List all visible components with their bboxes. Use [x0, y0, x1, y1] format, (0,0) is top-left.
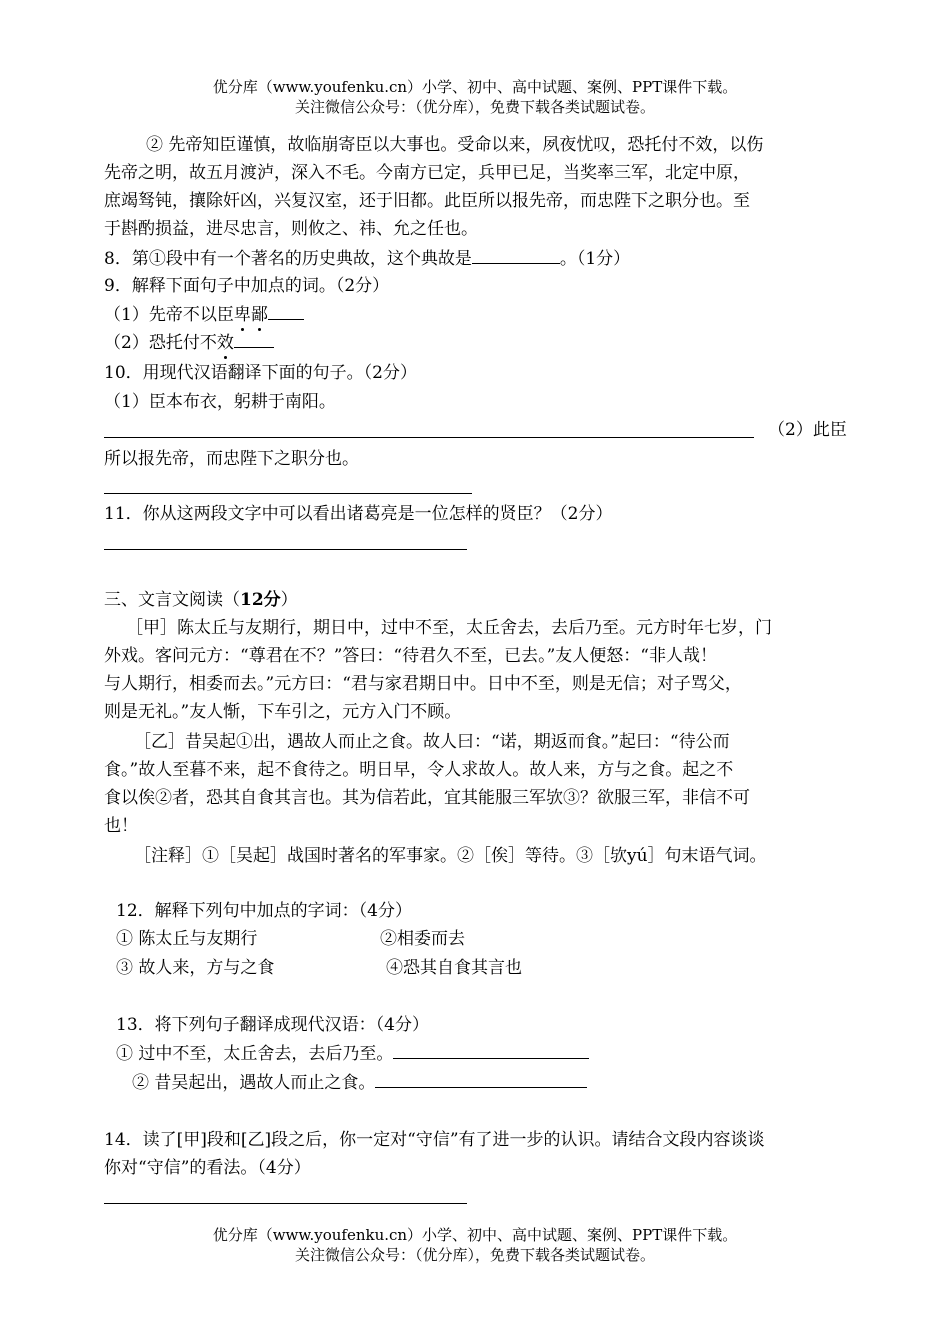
- section-3-title: [104, 589, 298, 611]
- passage2-line: ② 先帝知臣谨慎，故临崩寄臣以大事也。受命以来，夙夜忧叹，恐托付不效，以伤: [146, 135, 764, 155]
- q9-item2-text: （2）恐托付不: [104, 333, 217, 353]
- answer-blank[interactable]: [375, 1071, 587, 1088]
- question-12-item: ②相委而去: [380, 929, 465, 949]
- q13-item1-text: ① 过中不至，太丘舍去，去后乃至。: [116, 1044, 394, 1064]
- answer-line[interactable]: [104, 437, 754, 438]
- question-14-line-2: 你对“守信”的看法。（4分）: [104, 1158, 311, 1178]
- section-3-title-text: 三、文言文阅读（: [104, 590, 240, 610]
- passage-yi-line: 也！: [104, 816, 138, 836]
- question-10-title: 10．用现代汉语翻译下面的句子。（2分）: [104, 363, 417, 383]
- footer-line-1: 优分库（www.youfenku.cn）小学、初中、高中试题、案例、PPT课件下载。: [212, 1226, 738, 1244]
- passage-yi-line: 食。”故人至暮不来，起不食待之。明日早，令人求故人。故人来，方与之食。起之不: [104, 760, 734, 780]
- question-9-title: 9．解释下面句子中加点的词。（2分）: [104, 276, 390, 296]
- question-10-item-1: （1）臣本布衣，躬耕于南阳。: [104, 392, 336, 412]
- dotted-char: 效: [216, 333, 234, 353]
- question-8-score: 。（1分）: [559, 249, 631, 269]
- question-14-line-1: 14．读了[甲]段和[乙]段之后，你一定对“守信”有了进一步的认识。请结合文段内容谈谈: [104, 1130, 765, 1150]
- question-12-title: 12．解释下列句中加点的字词：（4分）: [116, 901, 412, 921]
- passage2-line: 先帝之明，故五月渡泸，深入不毛。今南方已定，兵甲已足，当奖率三军，北定中原，: [104, 163, 750, 183]
- passage-jia-line: 与人期行，相委而去。”元方曰：“君与家君期日中。日中不至，则是无信；对子骂父，: [104, 674, 742, 694]
- passage-jia-line: ［甲］陈太丘与友期行，期日中，过中不至，太丘舍去，去后乃至。元方时年七岁，门: [126, 618, 772, 638]
- passage-jia-line: 则是无礼。”友人惭，下车引之，元方入门不顾。: [104, 702, 462, 722]
- question-11-title: 11．你从这两段文字中可以看出诸葛亮是一位怎样的贤臣？（2分）: [104, 504, 613, 524]
- answer-line[interactable]: [104, 493, 472, 494]
- question-13-item-1: [116, 1042, 589, 1065]
- section-3-title-end: ）: [280, 590, 298, 610]
- question-13-title: 13．将下列句子翻译成现代汉语：（4分）: [116, 1015, 429, 1035]
- dotted-char: 卑: [233, 305, 251, 325]
- question-12-item: ③ 故人来，方与之食: [116, 958, 275, 978]
- notes: ［注释］①［吴起］战国时著名的军事家。②［俟］等待。③［欤yú］句末语气词。: [134, 846, 767, 866]
- question-8-text: 8．第①段中有一个著名的历史典故，这个典故是: [104, 249, 472, 269]
- passage-yi-line: 食以俟②者，恐其自食其言也。其为信若此，宜其能服三军欤③？欲服三军，非信不可: [104, 788, 750, 808]
- answer-blank[interactable]: [268, 303, 304, 320]
- question-9-item-2: [104, 331, 274, 354]
- passage-jia-line: 外戏。客问元方：“尊君在不？”答曰：“待君久不至，已去。”友人便怒：“非人哉！: [104, 646, 717, 666]
- answer-line[interactable]: [104, 549, 467, 550]
- question-8: [104, 247, 630, 270]
- header-line-2: 关注微信公众号：（优分库），免费下载各类试题试卷。: [294, 98, 655, 116]
- answer-blank[interactable]: [234, 331, 274, 348]
- header-line-1: 优分库（www.youfenku.cn）小学、初中、高中试题、案例、PPT课件下载。: [212, 78, 738, 96]
- q13-item2-text: ② 昔吴起出，遇故人而止之食。: [132, 1073, 376, 1093]
- question-12-item: ④恐其自食其言也: [386, 958, 522, 978]
- answer-line[interactable]: [104, 1203, 467, 1204]
- passage-yi-line: ［乙］昔吴起①出，遇故人而止之食。故人曰：“诺，期返而食。”起曰：“待公而: [134, 732, 730, 752]
- passage2-line: 庶竭驽钝，攘除奸凶，兴复汉室，还于旧都。此臣所以报先帝，而忠陛下之职分也。至: [104, 191, 750, 211]
- passage2-line: 于斟酌损益，进尽忠言，则攸之、祎、允之任也。: [104, 219, 478, 239]
- answer-blank[interactable]: [393, 1042, 589, 1059]
- question-10-item-2-cont: 所以报先帝，而忠陛下之职分也。: [104, 449, 359, 469]
- question-9-item-1: [104, 303, 304, 326]
- question-10-item-2: （2）此臣: [768, 420, 847, 440]
- answer-blank[interactable]: [472, 247, 560, 264]
- question-12-item: ① 陈太丘与友期行: [116, 929, 258, 949]
- section-3-score: 12分: [240, 590, 281, 610]
- footer-line-2: 关注微信公众号：（优分库），免费下载各类试题试卷。: [294, 1246, 655, 1264]
- question-13-item-2: [132, 1071, 587, 1094]
- q9-item1-text: （1）先帝不以臣: [104, 305, 234, 325]
- dotted-char: 鄙: [250, 305, 268, 325]
